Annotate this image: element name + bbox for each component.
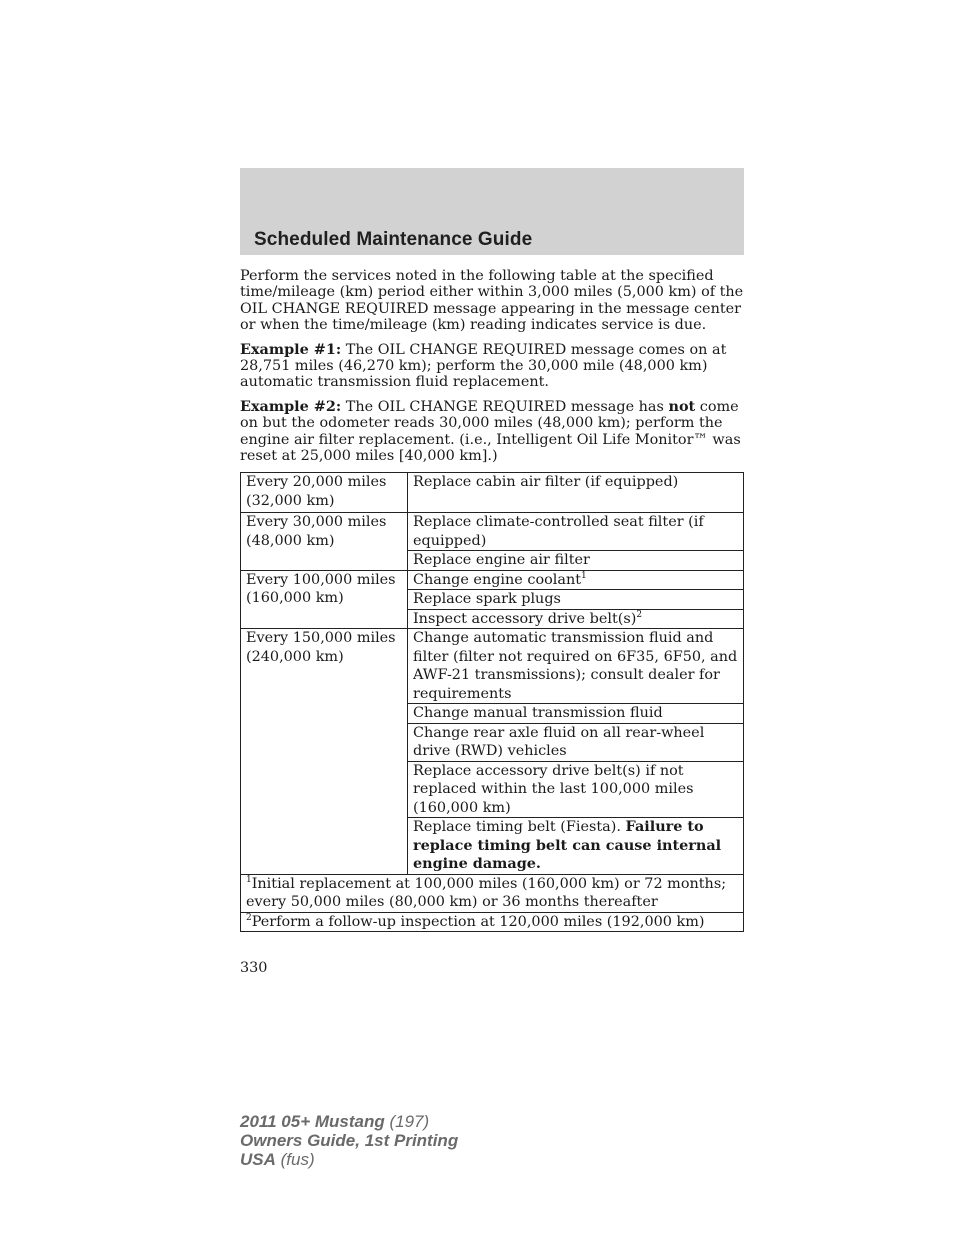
- table-row: [241, 570, 744, 590]
- intro-paragraph: Perform the services noted in the following table at the specified time/mileage (km) period either within 3,000 miles (5,000 km) of the OIL CHANGE REQUIRED message appearing in the message center or when the time/mileage (km) reading indicates service is due.: [240, 268, 744, 334]
- page-number: 330: [240, 960, 268, 976]
- footnote-row: [241, 912, 744, 932]
- footnote-1: [241, 874, 744, 912]
- interval-cell: Every 100,000 miles (160,000 km): [241, 570, 408, 629]
- service-cell: Replace cabin air filter (if equipped): [408, 473, 744, 513]
- footnote-marker: 2: [246, 913, 252, 924]
- footnote-text: Perform a follow-up inspection at 120,000 miles (192,000 km): [251, 913, 705, 930]
- interval-cell: Every 30,000 miles (48,000 km): [241, 513, 408, 571]
- service-cell: Change automatic transmission fluid and filter (filter not required on 6F35, 6F50, and AWF-21 transmissions); consult dealer for requirements: [408, 629, 744, 704]
- footnote-row: [241, 874, 744, 912]
- service-text: Replace timing belt (Fiesta).: [413, 819, 626, 836]
- service-cell: Replace accessory drive belt(s) if not replaced within the last 100,000 miles (160,000 km): [408, 761, 744, 818]
- market-name: USA: [240, 1150, 276, 1169]
- footnote-marker: 1: [581, 571, 587, 582]
- market-code: (fus): [275, 1150, 315, 1169]
- table-row: [241, 513, 744, 551]
- table-row: [241, 473, 744, 513]
- example-2-text-b: come on but the odometer reads 30,000 miles (48,000 km); perform the engine air filter replacement. (i.e., Intelligent Oil Life Monitor™ was reset at 25,000 miles [40,000 km].): [240, 398, 741, 465]
- table-row: [241, 629, 744, 704]
- footnote-marker: 2: [636, 610, 643, 621]
- section-title: Scheduled Maintenance Guide: [254, 229, 533, 250]
- footnote-text: Initial replacement at 100,000 miles (160,000 km) or 72 months; every 50,000 miles (80,000 km) or 36 months thereafter: [246, 875, 727, 911]
- section-header-band: [240, 168, 744, 255]
- service-cell: Replace spark plugs: [408, 590, 744, 610]
- service-text: Change engine coolant: [413, 571, 582, 588]
- printing-info: [240, 1112, 458, 1169]
- page-content: [240, 268, 746, 932]
- interval-cell: Every 150,000 miles (240,000 km): [241, 629, 408, 875]
- service-cell: [408, 570, 744, 590]
- footnote-2: [241, 912, 744, 932]
- service-cell: [408, 818, 744, 875]
- service-cell: [408, 609, 744, 629]
- service-text: Inspect accessory drive belt(s): [413, 610, 637, 627]
- example-2-emphasis: not: [668, 397, 696, 415]
- interval-cell: Every 20,000 miles (32,000 km): [241, 473, 408, 513]
- printing-line-3: [240, 1150, 458, 1169]
- example-1-text: The OIL CHANGE REQUIRED message comes on at 28,751 miles (46,270 km); perform the 30,000 mile (48,000 km) automatic transmission fluid replacement.: [240, 341, 727, 391]
- printing-line-1: [240, 1112, 458, 1131]
- service-cell: Change manual transmission fluid: [408, 704, 744, 724]
- service-cell: Replace climate-controlled seat filter (if equipped): [408, 513, 744, 551]
- example-1-label: Example #1:: [240, 340, 342, 358]
- service-cell: Replace engine air filter: [408, 551, 744, 571]
- example-2-paragraph: [240, 399, 746, 465]
- model-name: 2011 05+ Mustang: [240, 1112, 385, 1131]
- example-2-label: Example #2:: [240, 397, 342, 415]
- printing-line-2: Owners Guide, 1st Printing: [240, 1131, 459, 1150]
- example-1-paragraph: [240, 342, 746, 391]
- example-2-text-a: The OIL CHANGE REQUIRED message has: [341, 398, 669, 415]
- maintenance-table: [240, 472, 744, 932]
- footnote-marker: 1: [246, 875, 252, 886]
- warning-text: Failure to replace timing belt can cause internal engine damage.: [413, 818, 722, 873]
- model-code: (197): [384, 1112, 430, 1131]
- service-cell: Change rear axle fluid on all rear-wheel drive (RWD) vehicles: [408, 723, 744, 761]
